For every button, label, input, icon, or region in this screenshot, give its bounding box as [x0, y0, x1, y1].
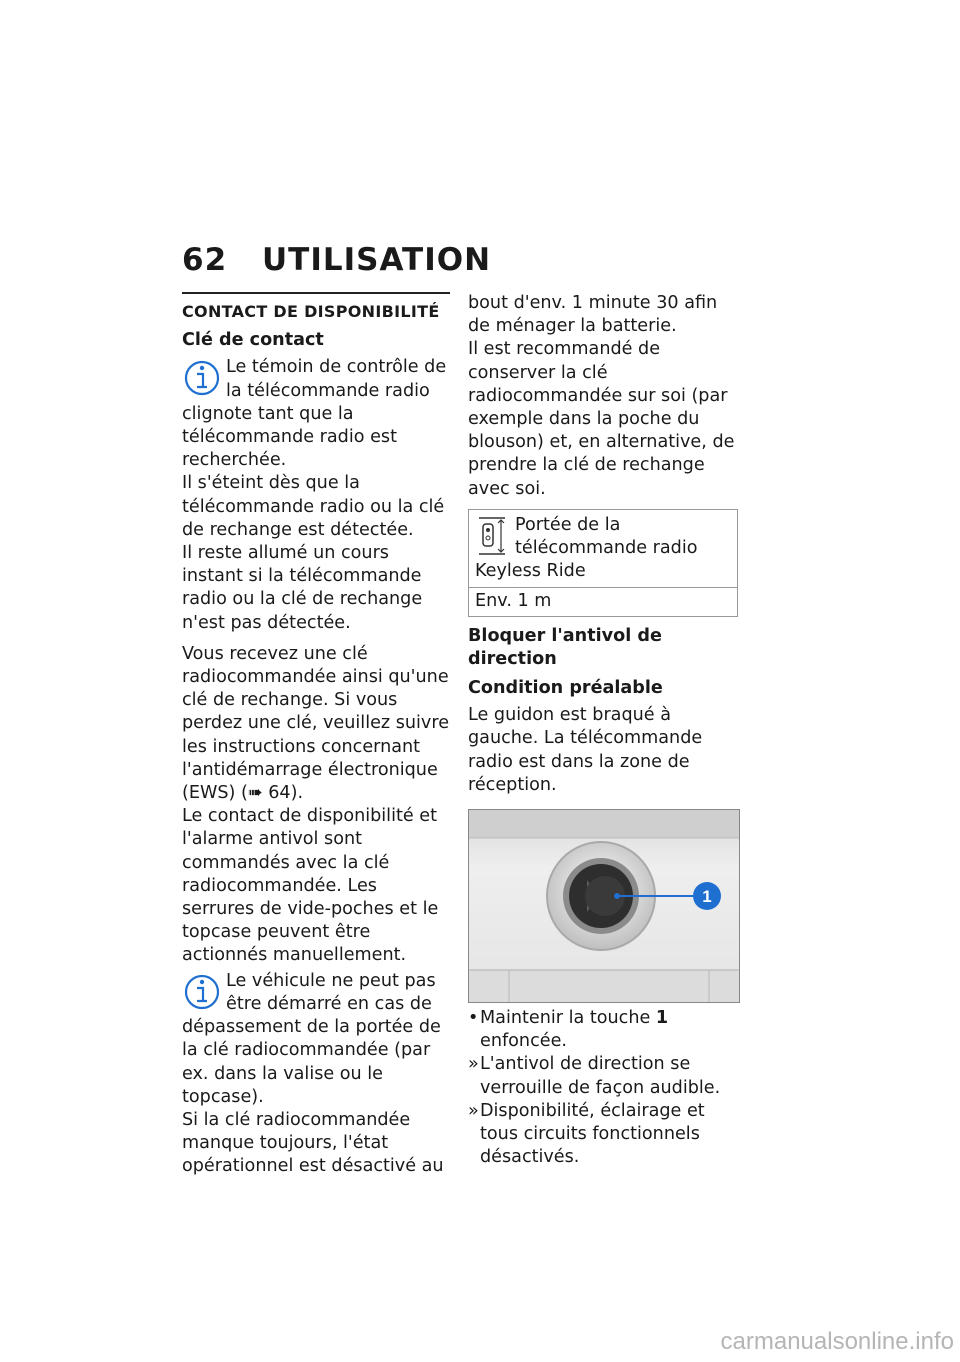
page-header	[182, 242, 491, 278]
watermark: carmanualsonline.info	[720, 1328, 954, 1355]
info-2-lead: Le véhicule ne peut pas être démarré en cas de dépassement de la portée de la clé radiocommandée (par ex. dans la valise ou le topcase).	[182, 970, 441, 1107]
info-note-2	[182, 970, 450, 1109]
spec-label-cell	[469, 510, 737, 589]
list-item: » L'antivol de direction se verrouille de façon audible.	[468, 1054, 721, 1098]
info-note-1	[182, 356, 450, 472]
info-1-paragraph-3: Il reste allumé un cours instant si la télécommande radio ou la clé de rechange n'est pas détectée.	[182, 543, 423, 633]
paragraph-contact: Le contact de disponibilité et l'alarme antivol sont commandés avec la clé radiocommandée. Les serrures de vide-poches et le topcase peuvent être actionnés manuellement.	[182, 806, 439, 966]
continued-text: bout d'env. 1 minute 30 afin de ménager la batterie.	[468, 293, 718, 337]
page-number: 62	[182, 242, 228, 278]
right-column	[468, 292, 738, 1169]
list-item: » Disponibilité, éclairage et tous circuits fonctionnels désactivés.	[468, 1100, 705, 1168]
subsection-title-lock: Bloquer l'antivol de direction	[468, 625, 662, 669]
callout-number: 1	[702, 887, 712, 907]
subsection-title-precondition: Condition préalable	[468, 678, 663, 699]
subsection-title: Clé de contact	[182, 330, 324, 351]
paragraph-keys: Vous recevez une clé radiocommandée ainsi qu'une clé de rechange. Si vous perdez une clé, veuillez suivre les instructions concernant l'antidémarrage électronique (EWS) (➠ 64).	[182, 643, 450, 804]
info-1-lead: Le témoin de contrôle de la télécommande radio clignote tant que la télécommande radio est recherchée.	[182, 357, 447, 471]
info-icon	[182, 356, 222, 400]
paragraph-recommendation: Il est recommandé de conserver la clé radiocommandée sur soi (par exemple dans la poche du blouson) et, en alternative, de prendre la clé de rechange avec soi.	[468, 339, 735, 499]
button-photo	[468, 809, 740, 1003]
section-title: CONTACT DE DISPONIBILITÉ	[182, 292, 450, 323]
keyfob-range-icon	[475, 514, 509, 558]
info-2-paragraph-2: Si la clé radiocommandée manque toujours, l'état opérationnel est désactivé au	[182, 1109, 444, 1177]
arrow-ref-icon: ➠	[247, 783, 269, 804]
precondition-text: Le guidon est braqué à gauche. La télécommande radio est dans la zone de réception.	[468, 705, 703, 795]
page-title: UTILISATION	[262, 242, 492, 278]
spec-value: Env. 1 m	[475, 591, 552, 612]
step-list	[468, 1007, 738, 1169]
spec-table	[468, 509, 738, 617]
info-icon	[182, 970, 222, 1014]
spec-label: Portée de la télécommande radio Keyless Ride	[475, 514, 698, 582]
page-ref[interactable]: 64	[268, 783, 291, 804]
list-item: • Maintenir la touche 1 enfoncée.	[468, 1008, 669, 1052]
left-column	[182, 292, 450, 1179]
info-1-paragraph-2: Il s'éteint dès que la télécommande radio ou la clé de rechange est détectée.	[182, 473, 445, 540]
